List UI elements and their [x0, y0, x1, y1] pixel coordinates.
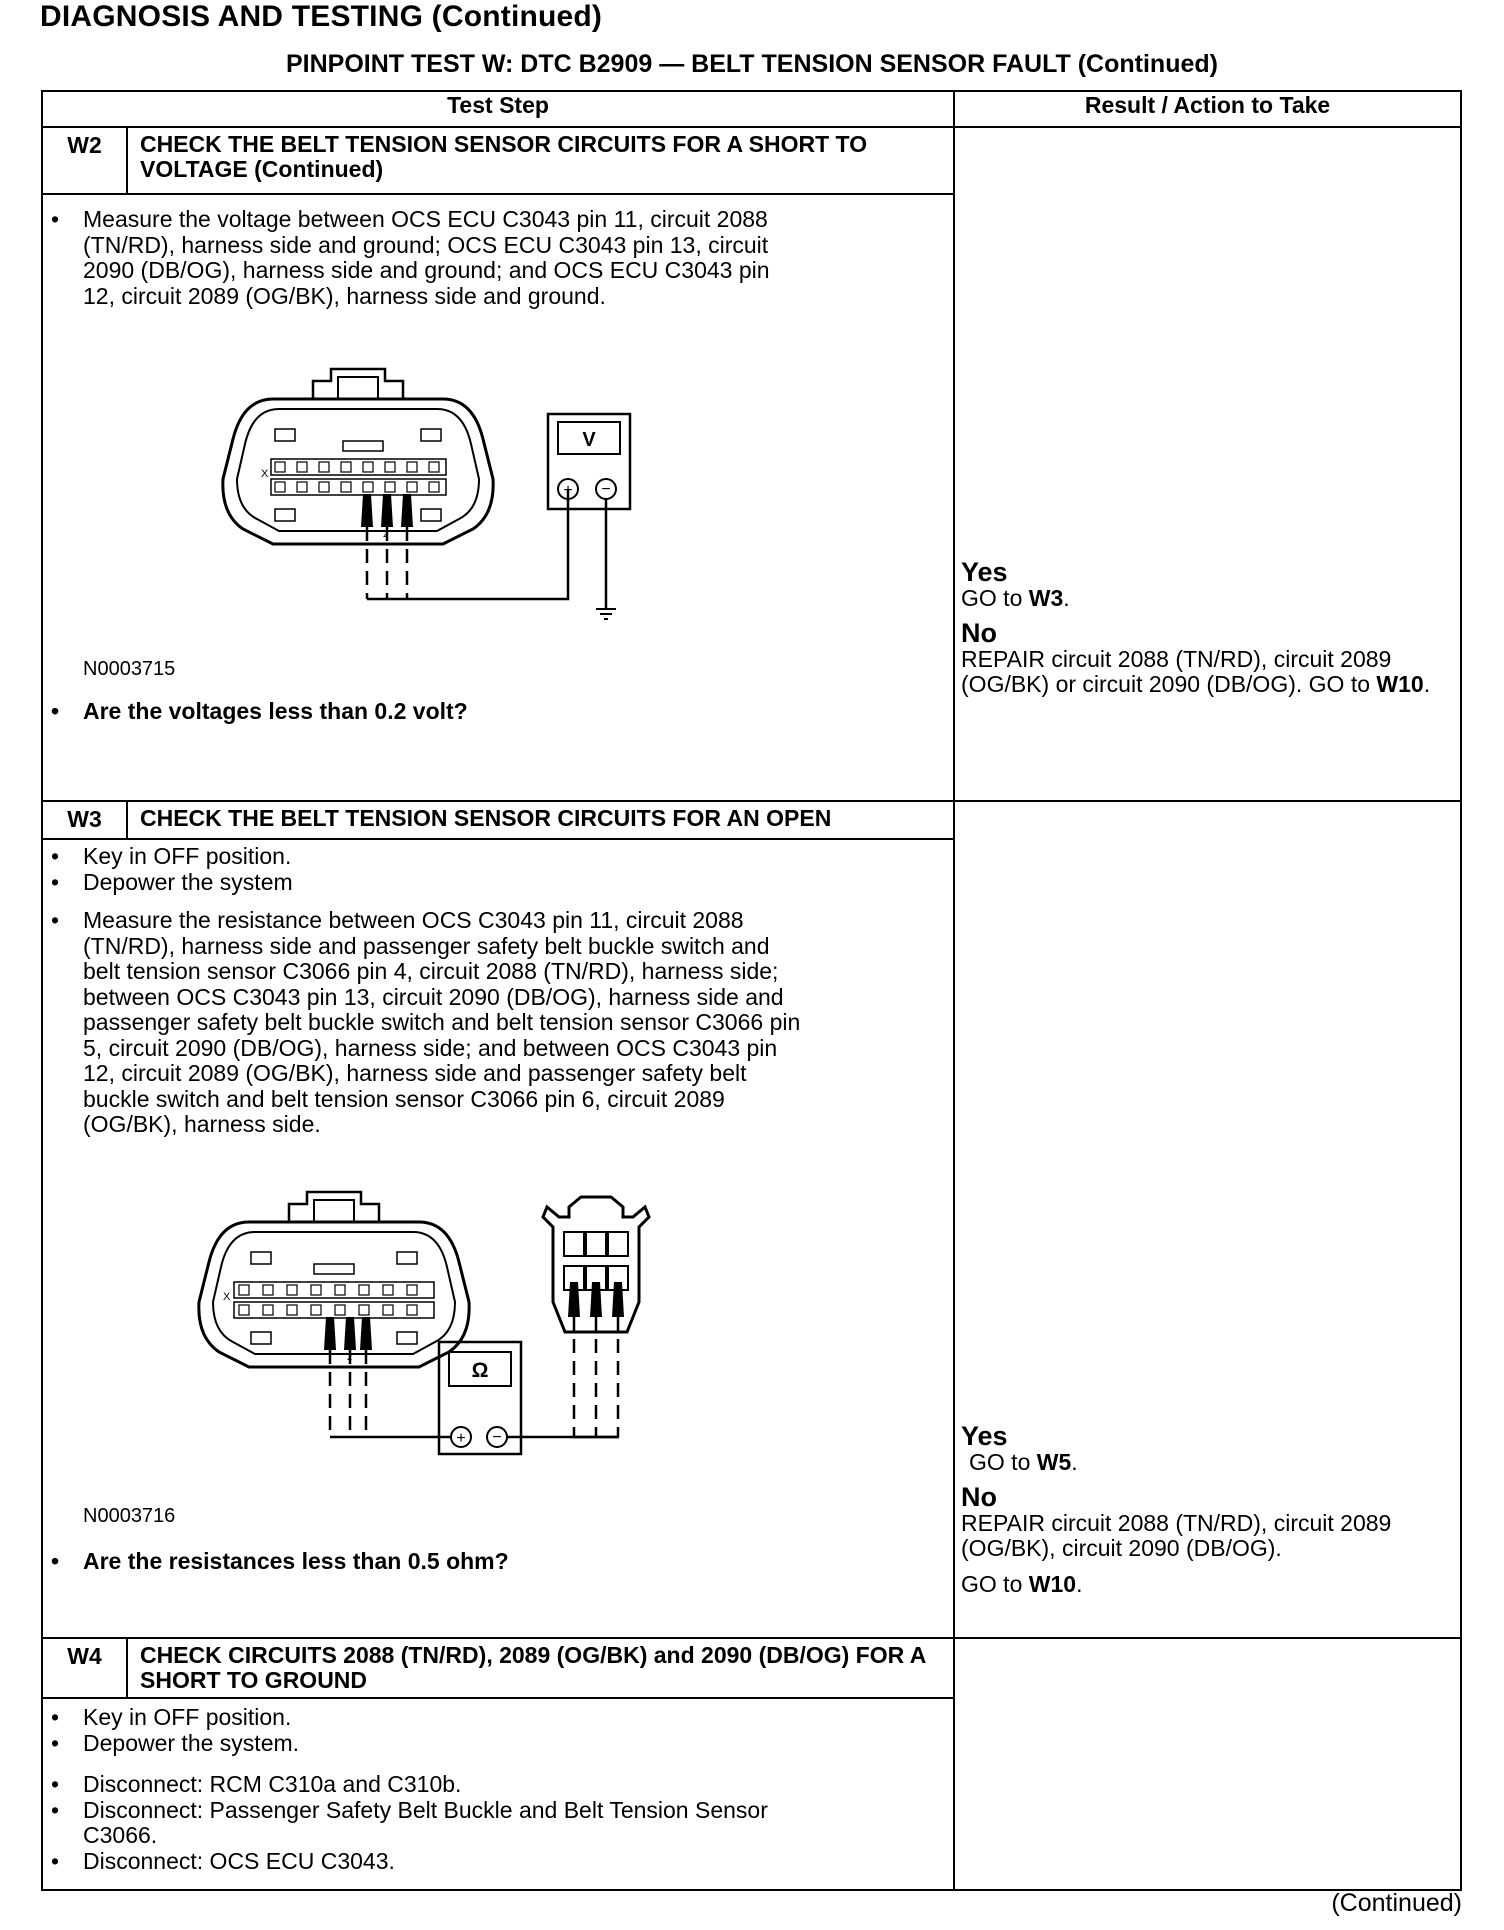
- continued-note: (Continued): [1331, 1889, 1462, 1917]
- step-question: • Are the voltages less than 0.2 volt?: [43, 699, 953, 725]
- result-no-action: REPAIR circuit 2088 (TN/RD), circuit 2089 (OG/BK), circuit 2090 (DB/OG).: [961, 1509, 1392, 1561]
- step-id-w2: W2: [42, 127, 127, 194]
- result-yes-label: Yes: [961, 1421, 1008, 1451]
- mount-slot: [421, 509, 441, 521]
- step-id-w4: W4: [42, 1638, 127, 1698]
- ground-icon: [596, 609, 616, 619]
- pin-label: 2: [383, 529, 389, 539]
- ecu-probe-leads: [330, 1350, 366, 1437]
- mount-slot: [275, 429, 295, 441]
- step-title-w4: CHECK CIRCUITS 2088 (TN/RD), 2089 (OG/BK) and 2090 (DB/OG) FOR A SHORT TO GROUND: [127, 1638, 954, 1698]
- connector-latch: [289, 1192, 379, 1222]
- step-w3-question-list: [43, 1549, 953, 1575]
- connector-latch: [313, 369, 403, 399]
- mount-slot: [251, 1252, 271, 1264]
- result-yes-action: GO to W3.: [961, 585, 1070, 611]
- result-no-label: No: [961, 617, 998, 648]
- pin-label: X: [223, 1290, 231, 1303]
- ecu-test-probes: [324, 1317, 372, 1350]
- figure-id: N0003715: [83, 658, 176, 680]
- step-title-w3: CHECK THE BELT TENSION SENSOR CIRCUITS FOR AN OPEN: [127, 801, 954, 839]
- pin-row-upper: [234, 1282, 434, 1298]
- instruction-item: • Depower the system.: [43, 1731, 953, 1757]
- latch-window: [338, 377, 378, 399]
- voltmeter-symbol: V: [582, 429, 596, 451]
- step-w2-header-row: [42, 127, 1461, 194]
- instruction-item: • Disconnect: Passenger Safety Belt Buckle and Belt Tension Sensor C3066.: [43, 1798, 803, 1849]
- plus-sign: +: [456, 1429, 466, 1447]
- mount-slot: [251, 1332, 271, 1344]
- step-w3-instructions-a: [43, 844, 953, 895]
- mount-slot: [397, 1252, 417, 1264]
- mount-slot: [275, 509, 295, 521]
- step-w3-result: [961, 1422, 1454, 1597]
- pin-label: 2: [347, 1351, 353, 1362]
- ecu-connector-inner: [237, 409, 479, 531]
- latch-window: [314, 1200, 354, 1222]
- figure-id: N0003716: [83, 1504, 176, 1527]
- ohmmeter-connector-figure: [189, 1162, 809, 1502]
- plus-sign: +: [563, 482, 573, 499]
- mount-slot: [397, 1332, 417, 1344]
- pinpoint-test-table: [41, 90, 1462, 1891]
- step-w4-result-cell: [954, 1638, 1461, 1890]
- pinpoint-test-title: PINPOINT TEST W: DTC B2909 — BELT TENSION SENSOR FAULT (Continued): [286, 50, 1218, 78]
- step-w4-instructions-a: [43, 1705, 953, 1756]
- step-title-w2: CHECK THE BELT TENSION SENSOR CIRCUITS FOR A SHORT TO VOLTAGE (Continued): [127, 127, 954, 194]
- result-goto: GO to W10.: [961, 1570, 1083, 1597]
- instruction-item: • Measure the voltage between OCS ECU C3043 pin 11, circuit 2088 (TN/RD), harness side and ground; OCS ECU C3043 pin 13, circuit 2090 (DB/OG), harness side and ground; and OCS ECU C3043 pin 12, circuit 2089 (OG/BK), harness side and ground.: [43, 207, 803, 309]
- minus-sign: −: [492, 1428, 502, 1446]
- step-w3-header-row: [42, 801, 1461, 839]
- step-w2-instructions: [43, 207, 803, 309]
- voltmeter-connector-figure: [213, 329, 773, 649]
- key-slot: [343, 441, 383, 451]
- step-w3-result-cell: [954, 801, 1461, 1638]
- step-w2-body: [42, 194, 954, 801]
- pin-row-lower: [271, 479, 446, 495]
- key-slot: [314, 1264, 354, 1274]
- step-w4-body: [42, 1698, 954, 1890]
- instruction-item: • Measure the resistance between OCS C3043 pin 11, circuit 2088 (TN/RD), harness side and passenger safety belt buckle switch and belt tension sensor C3066 pin 4, circuit 2088 (TN/RD), harness side; between OCS C3043 pin 13, circuit 2090 (DB/OG), harness side and passenger safety belt buckle switch and belt tension sensor C3066 pin 5, circuit 2090 (DB/OG), harness side; and between OCS C3043 pin 12, circuit 2089 (OG/BK), harness side and passenger safety belt buckle switch and belt tension sensor C3066 pin 6, circuit 2089 (OG/BK), harness side.: [43, 908, 803, 1138]
- step-w2-result: [961, 558, 1454, 698]
- sensor-cavities-top: [564, 1232, 628, 1256]
- column-header-result: Result / Action to Take: [954, 91, 1461, 127]
- table-header-row: [42, 91, 1461, 127]
- pin-label: X: [261, 468, 269, 480]
- pin-row-upper: [271, 459, 446, 475]
- mount-slot: [421, 429, 441, 441]
- step-id-w3: W3: [42, 801, 127, 839]
- test-probes: [361, 494, 413, 527]
- result-yes-label: Yes: [961, 557, 1008, 587]
- instruction-item: • Key in OFF position.: [43, 844, 953, 870]
- step-w2-question-list: [43, 699, 953, 725]
- step-question: • Are the resistances less than 0.5 ohm?: [43, 1549, 953, 1575]
- result-no-action: REPAIR circuit 2088 (TN/RD), circuit 2089 (OG/BK) or circuit 2090 (DB/OG). GO to W10.: [961, 645, 1431, 697]
- step-w2-result-cell: [954, 127, 1461, 801]
- result-yes-action: GO to W5.: [969, 1449, 1078, 1475]
- step-w3-instructions-b: [43, 908, 803, 1138]
- step-w4-header-row: [42, 1638, 1461, 1698]
- sensor-test-probes: [568, 1282, 624, 1317]
- minus-sign: −: [601, 481, 611, 498]
- pin-row-lower: [234, 1302, 434, 1318]
- instruction-item: • Key in OFF position.: [43, 1705, 953, 1731]
- ohmmeter-symbol: Ω: [471, 1358, 489, 1382]
- instruction-item: • Depower the system: [43, 870, 953, 896]
- step-w3-body: [42, 839, 954, 1638]
- step-w4-instructions-b: [43, 1772, 803, 1874]
- instruction-item: • Disconnect: RCM C310a and C310b.: [43, 1772, 803, 1798]
- instruction-item: • Disconnect: OCS ECU C3043.: [43, 1849, 803, 1875]
- result-no-label: No: [961, 1481, 998, 1512]
- column-header-test-step: Test Step: [42, 91, 954, 127]
- page-title: DIAGNOSIS AND TESTING (Continued): [40, 0, 603, 33]
- sensor-probe-leads: [574, 1317, 618, 1437]
